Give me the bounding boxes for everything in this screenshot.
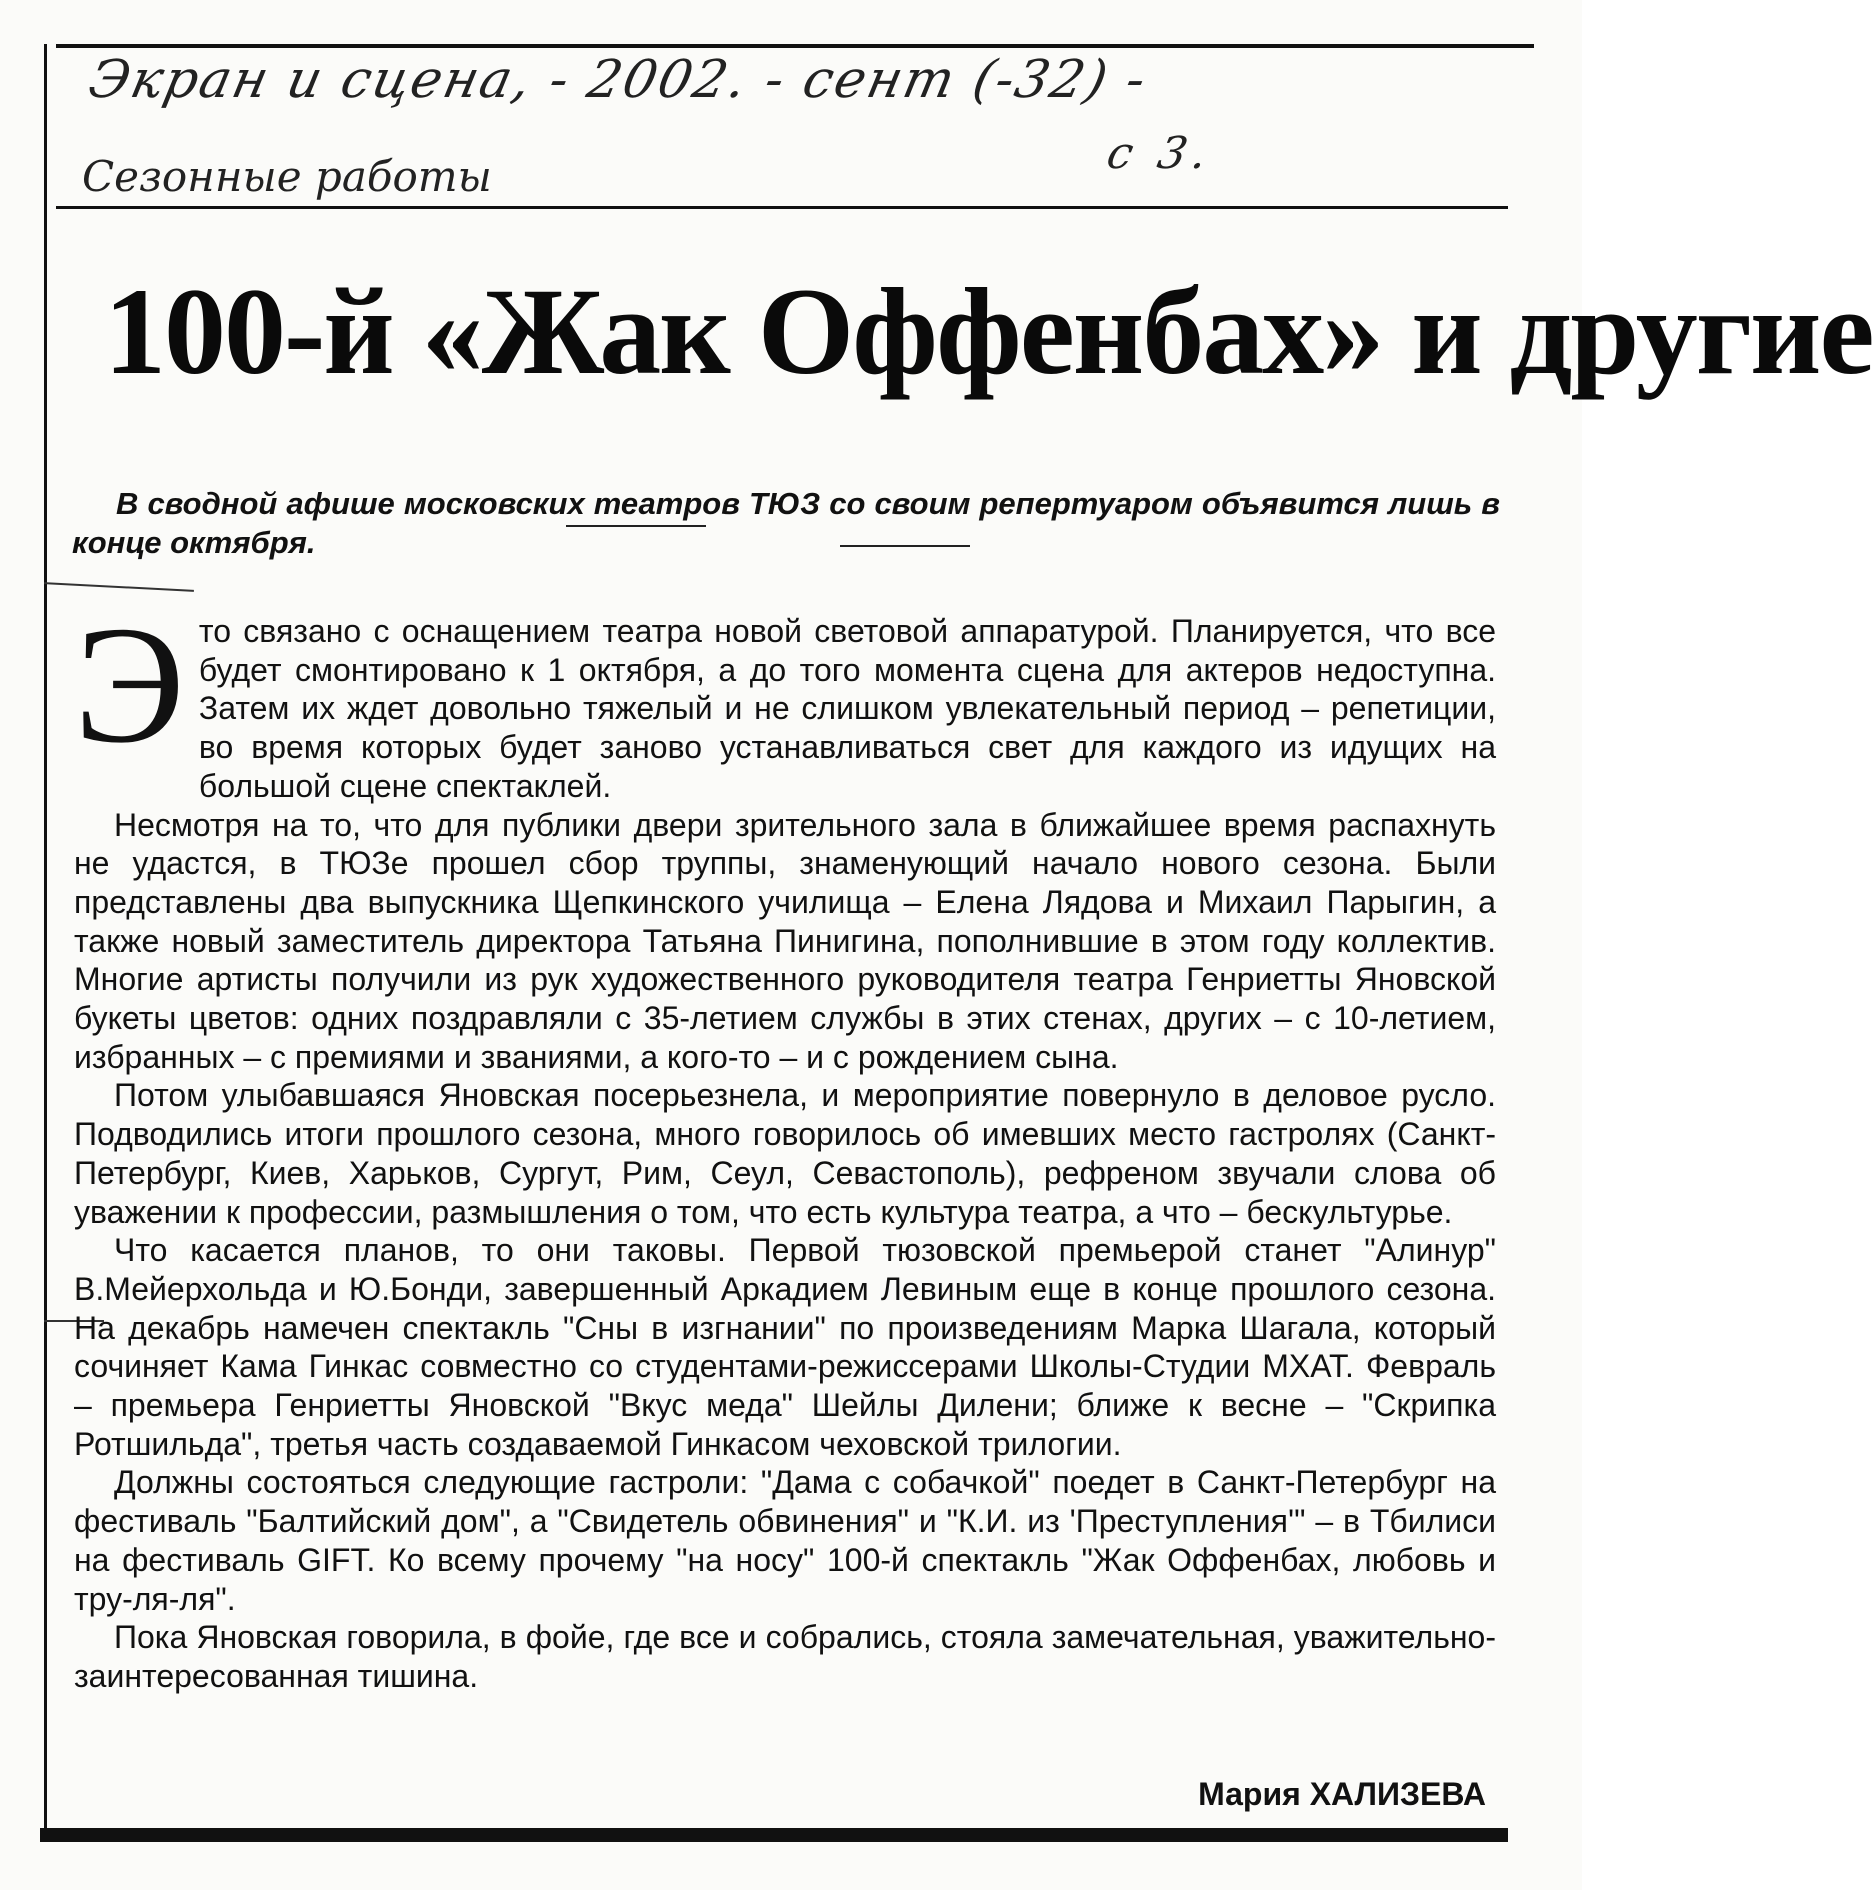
drop-cap: Э — [74, 592, 185, 778]
bottom-border-rule — [40, 1828, 1508, 1842]
kicker-rule — [56, 206, 1508, 209]
article-paragraph: Потом улыбавшаяся Яновская посерьезнела, и мероприятие повернуло в деловое русло. Подводились итоги прошлого сезона, много говорилось об имевших место гастролях (Санкт-Петербург, Киев, Харьков, Сургут, Рим, Сеул, Севастополь), рефреном звучали слова об уважении к профессии, размышления о том, что есть культура театра, а что – бескультурье. — [74, 1077, 1496, 1230]
article-paragraph: Что касается планов, то они таковы. Первой тюзовской премьерой станет "Алинур" В.Мейерхольда и Ю.Бонди, завершенный Аркадием Левиным еще в конце прошлого сезона. На декабрь намечен спектакль "Сны в изгнании" по произведениям Марка Шагала, который сочиняет Кама Гинкас совместно со студентами-режиссерами Школы-Студии МХАТ. Февраль – премьера Генриетты Яновской "Вкус меда" Шейлы Дилени; ближе к весне – "Скрипка Ротшильда", третья часть создаваемой Гинкасом чеховской трилогии. — [74, 1232, 1496, 1462]
pencil-underline — [840, 545, 970, 547]
pencil-mark — [44, 582, 194, 592]
article-paragraph: Это связано с оснащением театра новой световой аппаратурой. Планируется, что все будет смонтировано к 1 октября, а до того момента сцена для актеров недоступна. Затем их ждет довольно тяжелый и не слишком увлекательный период – репетиции, во время которых будет заново устанавливаться свет для каждого из идущих на большой сцене спектаклей. — [74, 592, 1496, 804]
handwritten-source-note: Экран и сцена, - 2002. - сент (-32) - — [83, 50, 1153, 110]
author-byline: Мария ХАЛИЗЕВА — [1198, 1776, 1486, 1812]
article-headline: 100-й «Жак Оффенбах» и другие — [104, 263, 1873, 400]
section-kicker: Сезонные работы — [82, 152, 492, 201]
pencil-underline — [566, 525, 706, 527]
handwritten-page-ref: с 3. — [1102, 128, 1219, 179]
article-paragraph: Пока Яновская говорила, в фойе, где все и собрались, стояла замечательная, уважительно-заинтересованная тишина. — [74, 1619, 1496, 1694]
article-paragraph: Должны состояться следующие гастроли: "Дама с собачкой" поедет в Санкт-Петербург на фестиваль "Балтийский дом", а "Свидетель обвинения" и "К.И. из 'Преступления'" – в Тбилиси на фестиваль GIFT. Ко всему прочему "на носу" 100-й спектакль "Жак Оффенбах, любовь и тру-ля-ля". — [74, 1464, 1496, 1617]
article-lead: В сводной афише московских театров ТЮЗ со своим репертуаром объявится лишь в конце октября. — [72, 486, 1500, 560]
top-border-rule — [56, 44, 1534, 48]
left-border-rule — [44, 44, 47, 1836]
article-paragraph: Несмотря на то, что для публики двери зрительного зала в ближайшее время распахнуть не удастся, в ТЮЗе прошел сбор труппы, знаменующий начало нового сезона. Были представлены два выпускника Щепкинского училища – Елена Лядова и Михаил Парыгин, а также новый заместитель директора Татьяна Пинигина, пополнившие в этом году коллектив. Многие артисты получили из рук художественного руководителя театра Генриетты Яновской букеты цветов: одних поздравляли с 35-летием службы в этих стенах, других – с 10-летием, избранных – с премиями и званиями, а кого-то – и с рождением сына. — [74, 806, 1496, 1075]
article-body — [74, 592, 1496, 1696]
